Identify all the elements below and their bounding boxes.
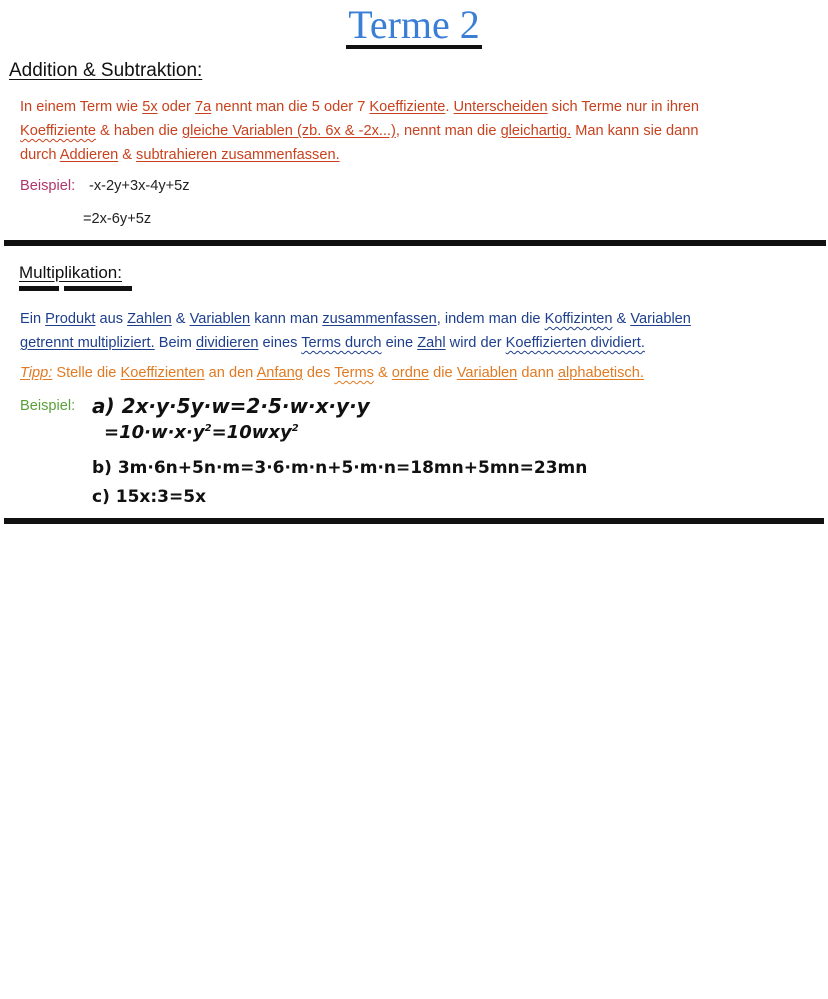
example-label: Beispiel: bbox=[20, 178, 76, 194]
paragraph-line: Ein Produkt aus Zahlen & Variablen kann man zusammenfassen, indem man die Koffizinten & Variablen bbox=[20, 311, 691, 327]
tip-line: Tipp: Stelle die Koeffizienten an den Anfang des Terms & ordne die Variablen dann alphabetisch. bbox=[20, 365, 644, 381]
paragraph-line: Koeffiziente & haben die gleiche Variablen (zb. 6x & -2x...), nennt man die gleichartig. Man kann sie dann bbox=[20, 123, 699, 139]
page-title: Terme 2 bbox=[348, 2, 480, 47]
divider bbox=[4, 240, 826, 246]
divider bbox=[4, 518, 824, 524]
paragraph-line: In einem Term wie 5x oder 7a nennt man die 5 oder 7 Koeffiziente. Unterscheiden sich Terme nur in ihren bbox=[20, 99, 700, 115]
handwritten-equation-b: b) 3m·6n+5n·m=3·6·m·n+5·m·n=18mn+5mn=23mn bbox=[92, 458, 588, 478]
multiplication-paragraph bbox=[20, 307, 810, 355]
paragraph-line: durch Addieren & subtrahieren zusammenfassen. bbox=[20, 147, 340, 163]
example-line: =2x-6y+5z bbox=[83, 211, 152, 227]
handwritten-equation-c: c) 15x:3=5x bbox=[92, 487, 207, 507]
section-heading-multiplication: Multiplikation: bbox=[19, 263, 122, 282]
heading-underline-mark bbox=[64, 286, 132, 291]
example-line: -x-2y+3x-4y+5z bbox=[89, 178, 190, 194]
paragraph-line: getrennt multipliziert. Beim dividieren eines Terms durch eine Zahl wird der Koeffizierten dividiert. bbox=[20, 335, 645, 351]
example-label: Beispiel: bbox=[20, 398, 76, 414]
handwritten-equation-a2: $=10\cdot w\cdot x\cdot y^2=10wxy^2$ bbox=[104, 422, 299, 443]
addition-paragraph bbox=[20, 95, 810, 167]
handwritten-equation-a1: a) 2x·y·5y·w=2·5·w·x·y·y bbox=[92, 394, 370, 418]
section-heading-addition: Addition & Subtraktion: bbox=[9, 60, 203, 81]
heading-underline-mark bbox=[19, 286, 59, 291]
